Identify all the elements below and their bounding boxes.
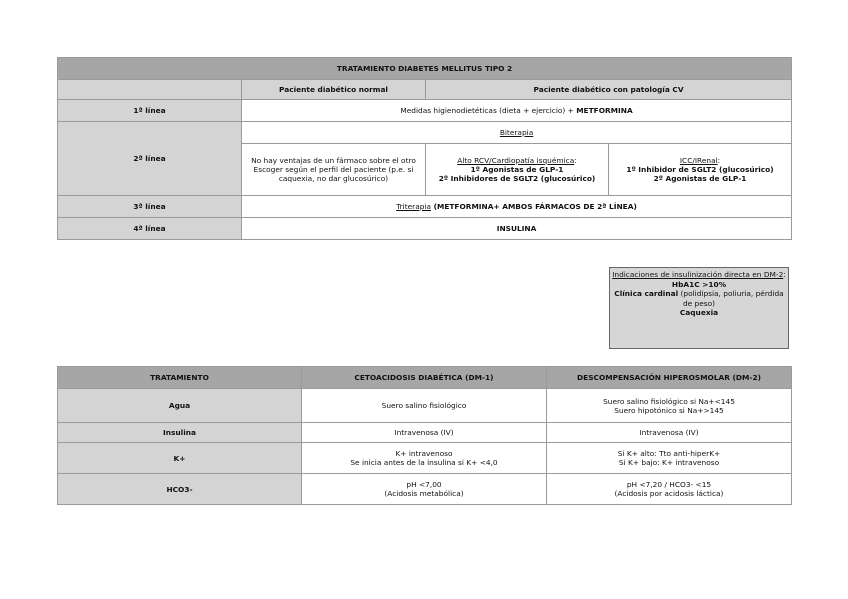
header-normal-patient: Paciente diabético normal (242, 80, 426, 100)
second-line-row (58, 122, 792, 144)
ketoacidosis-cell: Suero salino fisiológico (302, 389, 547, 423)
hyperosmolar-cell: Suero salino fisiológico si Na+<145 Suero hipotónico si Na+>145 (547, 389, 792, 423)
table-row (58, 423, 792, 443)
header-cv-patient: Paciente diabético con patología CV (426, 80, 792, 100)
icc-cell: ICC/IRenal: 1º Inhibidor de SGLT2 (glucosúrico) 2º Agonistas de GLP-1 (609, 144, 792, 196)
header-row (58, 367, 792, 389)
insulin-indications-note: Indicaciones de insulinización directa en DM-2: HbA1C >10% Clínica cardinal (polidipsia, poliuria, pérdida de peso) Caquexia (609, 267, 789, 349)
fourth-line-row (58, 218, 792, 240)
diabetes-treatment-table (57, 57, 792, 240)
header-hyperosmolar: DESCOMPENSACIÓN HIPEROSMOLAR (DM-2) (547, 367, 792, 389)
header-treatment: TRATAMIENTO (58, 367, 302, 389)
ketoacidosis-cell: Intravenosa (IV) (302, 423, 547, 443)
ketoacidosis-cell: pH <7,00 (Acidosis metabólica) (302, 474, 547, 505)
row-label: K+ (58, 443, 302, 474)
table-row (58, 474, 792, 505)
third-line-text: Triterapia (METFORMINA+ AMBOS FÁRMACOS DE 2ª LÍNEA) (242, 196, 792, 218)
hyperosmolar-cell: Si K+ alto: Tto anti-hiperK+ Si K+ bajo: K+ intravenoso (547, 443, 792, 474)
ketoacidosis-cell: K+ intravenoso Se inicia antes de la insulina si K+ <4,0 (302, 443, 547, 474)
row-label: 2ª línea (58, 122, 242, 196)
table-title-row (58, 58, 792, 80)
hyperosmolar-cell: pH <7,20 / HCO3- <15 (Acidosis por acidosis láctica) (547, 474, 792, 505)
hyperosmolar-cell: Intravenosa (IV) (547, 423, 792, 443)
header-empty (58, 80, 242, 100)
column-header-row (58, 80, 792, 100)
table-title: TRATAMIENTO DIABETES MELLITUS TIPO 2 (58, 58, 792, 80)
row-label: 1ª línea (58, 100, 242, 122)
complications-treatment-table (57, 366, 792, 505)
table-row (58, 443, 792, 474)
header-ketoacidosis: CETOACIDOSIS DIABÉTICA (DM-1) (302, 367, 547, 389)
row-label: Insulina (58, 423, 302, 443)
table-row (58, 389, 792, 423)
row-label: Agua (58, 389, 302, 423)
first-line-text: Medidas higienodietéticas (dieta + ejercicio) + METFORMINA (242, 100, 792, 122)
rcv-cell: Alto RCV/Cardiopatía isquémica: 1º Agonistas de GLP-1 2º Inhibidores de SGLT2 (glucosúrico) (426, 144, 609, 196)
normal-patient-cell: No hay ventajas de un fármaco sobre el otro Escoger según el perfil del paciente (p.e. si caquexia, no dar glucosúrico) (242, 144, 426, 196)
first-line-row (58, 100, 792, 122)
fourth-line-text: INSULINA (242, 218, 792, 240)
row-label: 4ª línea (58, 218, 242, 240)
biterapia-label: Biterapia (242, 122, 792, 144)
row-label: HCO3- (58, 474, 302, 505)
row-label: 3ª línea (58, 196, 242, 218)
third-line-row (58, 196, 792, 218)
